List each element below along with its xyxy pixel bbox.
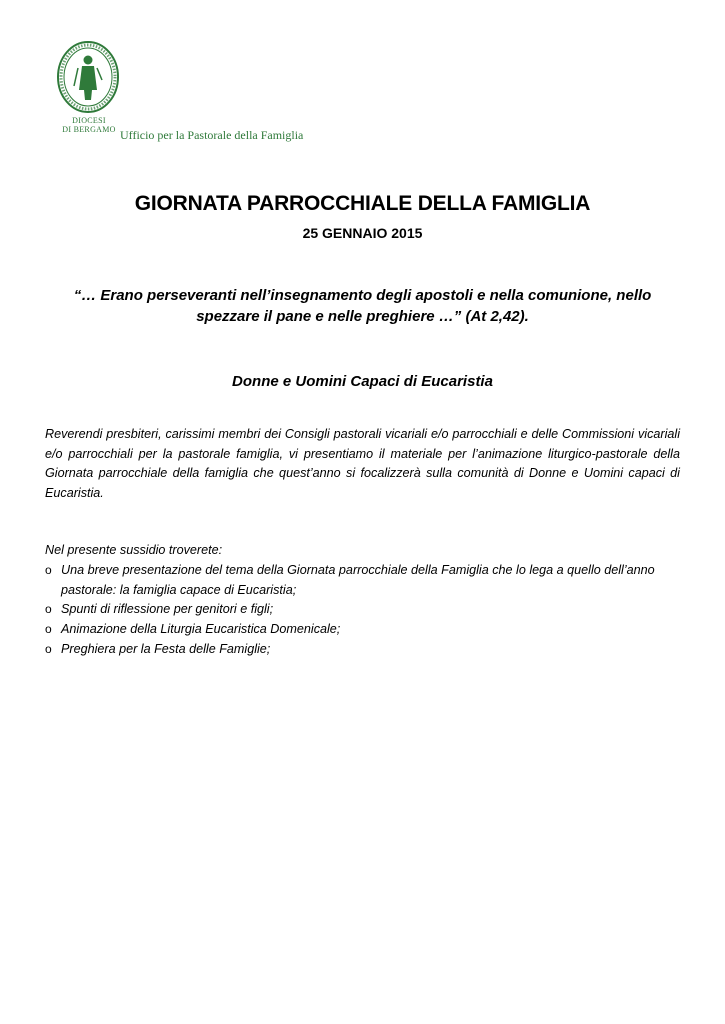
bullet-icon: o [45, 622, 52, 637]
list-item [45, 600, 685, 620]
list-item [45, 640, 685, 660]
intro-paragraph: Reverendi presbiteri, carissimi membri dei Consigli pastorali vicariali e/o parrocchiali e delle Commissioni vicariali e/o parrocchiali per la pastorale famiglia, vi presentiamo il materiale per l’animazione liturgico-pastorale della Giornata parrocchiale della famiglia che quest’anno si focalizzerà sulla comunità di Donne e Uomini capaci di Eucaristia. [45, 427, 680, 501]
list-item-text: Spunti di riflessione per genitori e figli; [61, 602, 274, 617]
list-item-text: Una breve presentazione del tema della Giornata parrocchiale della Famiglia che lo lega a quello dell’anno pastorale: la famiglia capace di Eucaristia; [61, 563, 655, 597]
contents-list [45, 561, 685, 660]
seal-icon [56, 40, 120, 114]
bullet-icon: o [45, 641, 52, 656]
bullet-icon: o [45, 602, 52, 617]
diocese-line-1: DIOCESI [72, 116, 106, 125]
document-subtitle: Donne e Uomini Capaci di Eucaristia [232, 373, 493, 390]
diocese-line-2: DI BERGAMO [62, 125, 116, 134]
scripture-quote: “… Erano perseveranti nell’insegnamento degli apostoli e nella comunione, nello spezzare il pane e nelle preghiere …” (At 2,42). [73, 287, 652, 325]
list-intro: Nel presente sussidio troverete: [45, 543, 223, 557]
bullet-icon: o [45, 563, 52, 577]
list-item [45, 620, 685, 640]
diocese-name [54, 116, 124, 134]
list-item [45, 561, 685, 600]
document-title: GIORNATA PARROCCHIALE DELLA FAMIGLIA [134, 192, 591, 215]
office-name: Ufficio per la Pastorale della Famiglia [120, 128, 304, 142]
document-date: 25 GENNAIO 2015 [302, 225, 423, 241]
list-item-text: Preghiera per la Festa delle Famiglie; [61, 641, 271, 656]
list-item-text: Animazione della Liturgia Eucaristica Domenicale; [61, 622, 341, 637]
diocese-seal-logo [56, 40, 120, 114]
